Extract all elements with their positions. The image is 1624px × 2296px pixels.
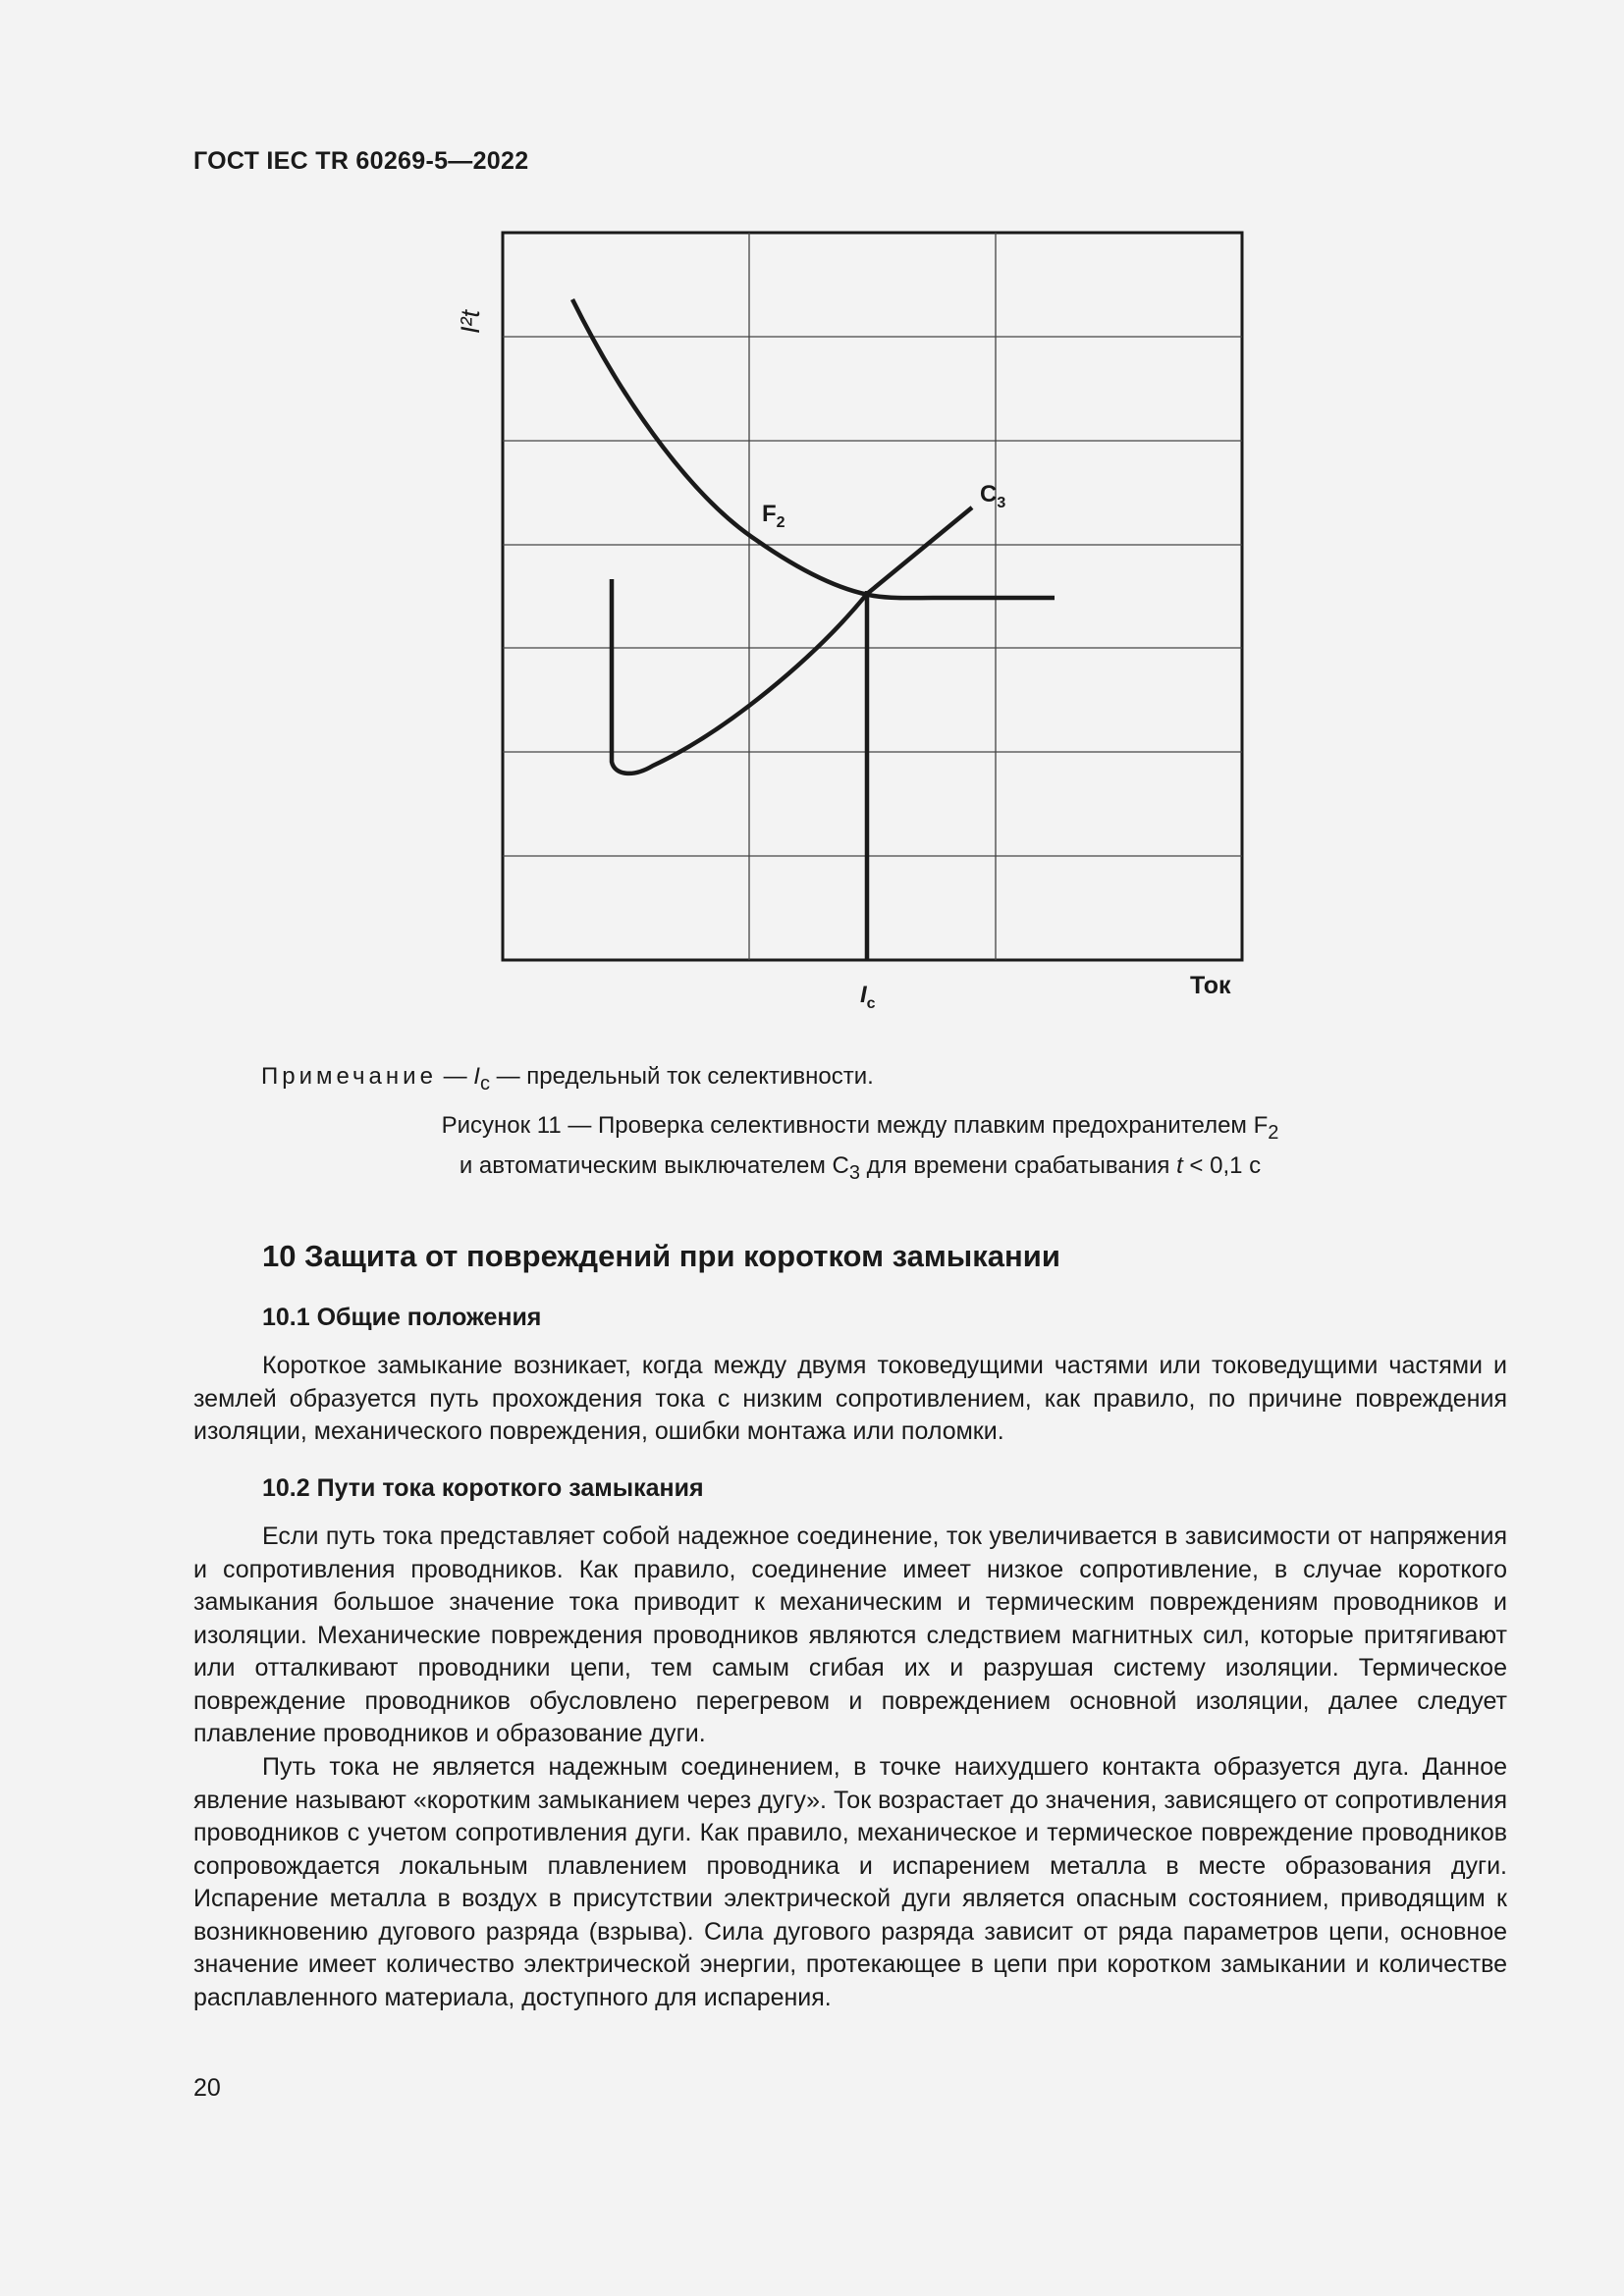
subsection-10-1-title: 10.1 Общие положения	[262, 1304, 542, 1331]
caption-line-2: и автоматическим выключателем $C_3$ для времени срабатывания t < 0,1 с	[459, 1151, 1262, 1184]
subsection-10-2-paragraph-1: Если путь тока представляет собой надежное соединение, ток увеличивается в зависимости от напряжения и сопротивления проводников. Как правило, соединение имеет низкое сопротивление, в случае короткого замыкания большое значение тока приводит к механическим и термическим повреждениям проводников и изоляции. Механические повреждения проводников являются следствием магнитных сил, которые притягивают или отталкивают проводники цепи, тем самым сгибая их и разрушая систему изоляции. Термическое повреждение проводников обусловлено перегревом и повреждением основной изоляции, далее следует плавление проводников и образование дуги.	[193, 1522, 1507, 1747]
curve-c3	[612, 507, 972, 774]
caption-line-1: Рисунок 11 — Проверка селективности между плавким предохранителем $F_2$	[441, 1112, 1279, 1144]
subsection-10-2-paragraph-2: Путь тока не является надежным соединением, в точке наихудшего контакта образуется дуга. Данное явление называют «коротким замыканием через дугу». Ток возрастает до значения, зависящего от сопротивления проводников с учетом сопротивления дуги. Как правило, механическое и термическое повреждение проводников сопровождается локальным плавлением проводника и испарением металла в месте образования дуги. Испарение металла в воздух в присутствии электрической дуги является опасным состоянием, приводящим к возникновению дугового разряда (взрыва). Сила дугового разряда зависит от ряда параметров цепи, основное значение имеет количество электрической энергии, протекающее в цепи при коротком замыкании и количестве расплавленного материала, доступного для испарения.	[193, 1753, 1507, 2011]
selectivity-chart	[432, 216, 1276, 1021]
x-axis-label: Ток	[1190, 972, 1231, 999]
curve-f2	[572, 299, 1055, 598]
document-header: ГОСТ IEC TR 60269-5—2022	[193, 147, 529, 175]
note-prefix: Примечание	[261, 1063, 437, 1090]
section-title: 10 Защита от повреждений при коротком замыкании	[262, 1239, 1060, 1273]
ic-label: $I_c$	[860, 982, 876, 1012]
figure-11	[432, 216, 1276, 1021]
figure-note: Примечание — $I_c$ — предельный ток селективности.	[261, 1063, 874, 1095]
page-number: 20	[193, 2074, 221, 2102]
f2-label: $F_2$	[762, 501, 785, 531]
subsection-10-2-title: 10.2 Пути тока короткого замыкания	[262, 1474, 704, 1502]
subsection-10-1-paragraph: Короткое замыкание возникает, когда между двумя токоведущими частями или токоведущими частями и землей образуется путь прохождения тока с низким сопротивлением, как правило, по причине повреждения изоляции, механического повреждения, ошибки монтажа или поломки.	[193, 1352, 1507, 1445]
c3-label: $C_3$	[980, 481, 1006, 511]
y-axis-label: I²t	[456, 310, 485, 334]
figure-caption	[261, 1109, 1459, 1190]
